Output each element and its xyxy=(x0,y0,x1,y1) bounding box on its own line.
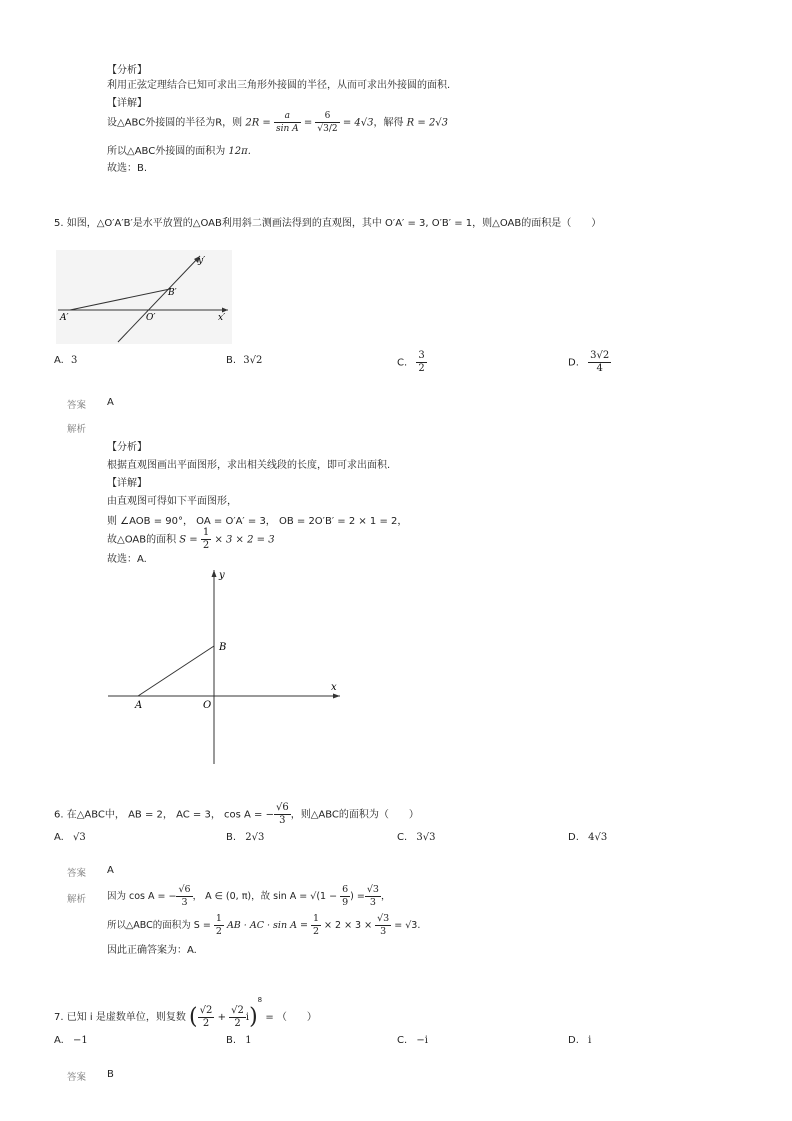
option-letter: A. xyxy=(54,355,64,366)
detail-prefix: 设△ABC外接圆的半径为R，则 xyxy=(107,117,243,129)
fraction xyxy=(416,350,426,375)
option-letter: C. xyxy=(397,832,408,843)
text: 所以△ABC外接圆的面积为 xyxy=(107,146,226,157)
q6-solution-line2 xyxy=(107,913,420,938)
segment-ab xyxy=(138,646,214,696)
q5-detail-line4: 故选：A. xyxy=(107,554,147,565)
denominator: 2 xyxy=(234,1017,241,1029)
fraction xyxy=(229,1005,246,1030)
q7-stem xyxy=(54,996,317,1030)
text: ，解得 xyxy=(373,117,404,129)
q5-detail-line1: 由直观图可得如下平面图形， xyxy=(107,496,237,507)
fraction xyxy=(274,802,291,827)
denominator: 2 xyxy=(215,926,222,937)
label-b: B′ xyxy=(168,288,177,298)
option-letter: D. xyxy=(568,832,579,843)
option-letter: D. xyxy=(568,357,579,369)
q6-option-d[interactable] xyxy=(568,832,607,843)
value: 12π. xyxy=(228,146,251,157)
numerator: √2 xyxy=(231,1004,244,1016)
denominator: 9 xyxy=(342,897,349,908)
q6-option-a[interactable] xyxy=(54,832,86,843)
option-value: i xyxy=(588,1035,592,1046)
formula-result: R = 2√3 xyxy=(406,117,449,129)
paren-close: ) xyxy=(249,1004,258,1030)
q5-analysis-text: 根据直观图画出平面图形，求出相关线段的长度，即可求出面积. xyxy=(107,460,391,471)
q7-option-b[interactable] xyxy=(226,1035,252,1046)
denominator: 3 xyxy=(181,897,188,908)
q7-answer-label: 答案 xyxy=(67,1072,87,1083)
exponent: 8 xyxy=(257,996,263,1004)
q6-analysis-label: 解析 xyxy=(67,894,87,905)
q5-figure-oblique xyxy=(56,250,232,344)
denominator: 2 xyxy=(312,926,319,937)
text: ， A ∈ (0, π)，故 sin A = √(1 − xyxy=(192,891,341,902)
q6-stem xyxy=(54,802,419,827)
plus-sign: + xyxy=(217,1012,226,1023)
denominator: 3 xyxy=(369,897,376,908)
figure-background xyxy=(56,250,232,344)
option-letter: B. xyxy=(226,832,237,843)
formula-part: = 4√3 xyxy=(342,117,374,129)
q6-solution-line3: 因此正确答案为：A. xyxy=(107,945,197,956)
label-a: A′ xyxy=(60,313,69,323)
option-letter: D. xyxy=(568,1035,579,1046)
label-y: y xyxy=(219,570,225,581)
y-arrow xyxy=(212,570,217,577)
label-o: O xyxy=(203,700,212,711)
denominator: 2 xyxy=(418,363,425,374)
q5-analysis-heading: 【分析】 xyxy=(107,442,147,453)
q7-option-d[interactable] xyxy=(568,1035,591,1046)
label-x: x′ xyxy=(218,313,226,323)
option-value: −1 xyxy=(73,1035,88,1046)
q5-detail-line3 xyxy=(107,527,275,552)
numerator: 1 xyxy=(312,913,319,924)
option-value: 4√3 xyxy=(588,832,608,843)
text: ，则△ABC的面积为（ ） xyxy=(290,809,419,821)
numerator: 1 xyxy=(215,913,222,924)
label-y: y′ xyxy=(198,256,206,266)
numerator: √2 xyxy=(199,1004,213,1016)
denominator: 3 xyxy=(380,926,387,937)
formula-part: 2R = xyxy=(245,117,271,129)
q5-answer-label: 答案 xyxy=(67,400,87,411)
formula-part: S = xyxy=(179,534,198,546)
fraction xyxy=(311,913,321,938)
detail-line: 设△ABC外接圆的半径为R，则 2R = $\frac{a}{\text{sin A}}$ = $\frac{6}{√3/2}$ = 4√3，解得 R = 2√3 xyxy=(107,111,449,134)
area-line xyxy=(107,142,251,157)
fraction xyxy=(201,527,211,552)
numerator: 6 xyxy=(315,110,339,123)
fraction xyxy=(176,884,192,909)
q5-answer: A xyxy=(107,397,114,408)
q5-analysis-label: 解析 xyxy=(67,424,87,435)
option-value: 3√2 xyxy=(243,355,263,366)
denominator: 2 xyxy=(202,540,210,551)
denominator: √3/2 xyxy=(317,124,338,134)
imaginary-unit: i xyxy=(245,1012,250,1023)
option-value: 3√3 xyxy=(416,832,436,843)
q5-stem: 5. 如图，△O′A′B′是水平放置的△OAB利用斜二测画法得到的直观图，其中 O′A′ = 3, O′B′ = 1，则△OAB的面积是（ ） xyxy=(54,218,602,229)
numerator: √6 xyxy=(275,802,289,813)
option-letter: A. xyxy=(54,832,64,843)
option-value: √3 xyxy=(73,832,86,843)
fraction xyxy=(588,350,611,375)
x-arrow xyxy=(333,694,340,699)
q7-option-a[interactable] xyxy=(54,1035,88,1046)
numerator: 3√2 xyxy=(590,350,610,361)
option-letter: A. xyxy=(54,1035,64,1046)
numerator: √3 xyxy=(377,913,390,924)
q6-option-c[interactable] xyxy=(397,832,435,843)
fraction xyxy=(365,884,381,909)
q7-option-c[interactable] xyxy=(397,1035,428,1046)
text: ， xyxy=(380,891,391,902)
q6-option-b[interactable] xyxy=(226,832,264,843)
q5-figure-plane xyxy=(104,566,346,768)
q5-detail-line2: 则 ∠AOB = 90°， OA = O′A′ = 3， OB = 2O′B′ = 2 × 1 = 2， xyxy=(107,516,408,527)
numerator: 3 xyxy=(418,350,425,361)
fraction xyxy=(274,110,301,135)
option-letter: B. xyxy=(226,355,237,366)
q5-option-d[interactable] xyxy=(568,350,611,375)
q5-option-a[interactable] xyxy=(54,355,77,366)
option-letter: C. xyxy=(397,1035,408,1046)
numerator: √3 xyxy=(366,884,379,895)
q5-option-c[interactable] xyxy=(397,350,427,375)
q6-solution-line1 xyxy=(107,884,390,909)
text: 6. 在△ABC中， AB = 2， AC = 3， cos A = − xyxy=(54,809,274,821)
text: 7. 已知 i 是虚数单位，则复数 xyxy=(54,1012,186,1023)
choice-line: 故选：B. xyxy=(107,163,148,174)
numerator: √6 xyxy=(178,884,191,895)
denominator: 3 xyxy=(279,815,286,826)
text: 因为 cos A = − xyxy=(107,891,177,902)
label-a: A xyxy=(135,700,143,711)
formula-part: × 3 × 2 = 3 xyxy=(214,534,275,546)
text: ) = xyxy=(350,891,365,902)
analysis-heading: 【分析】 xyxy=(107,65,147,76)
label-b: B xyxy=(219,642,227,653)
paren-open: ( xyxy=(189,1004,198,1030)
text: AB · AC · sin A = xyxy=(226,920,308,931)
denominator: 2 xyxy=(202,1017,210,1029)
option-letter: C. xyxy=(397,357,408,369)
detail-heading: 【详解】 xyxy=(107,98,147,109)
text: = （ ） xyxy=(265,1012,317,1023)
fraction xyxy=(198,1005,215,1030)
denominator: 4 xyxy=(596,363,603,374)
fraction xyxy=(214,913,224,938)
fraction xyxy=(340,884,350,909)
fraction xyxy=(315,110,339,135)
analysis-text: 利用正弦定理结合已知可求出三角形外接圆的半径，从而可求出外接圆的面积. xyxy=(107,80,451,91)
option-value: 1 xyxy=(245,1035,252,1046)
option-value: 3 xyxy=(71,355,78,366)
numerator: 1 xyxy=(202,527,210,538)
denominator: sin A xyxy=(275,124,299,134)
q5-option-b[interactable] xyxy=(226,355,262,366)
label-o: O′ xyxy=(146,313,156,323)
numerator: 6 xyxy=(342,884,349,895)
text: = √3. xyxy=(394,920,421,931)
option-letter: B. xyxy=(226,1035,237,1046)
q7-answer: B xyxy=(107,1069,114,1080)
q5-detail-heading: 【详解】 xyxy=(107,478,147,489)
option-value: −i xyxy=(416,1035,428,1046)
q6-answer-label: 答案 xyxy=(67,868,87,879)
label-x: x xyxy=(331,682,337,693)
text: × 2 × 3 × xyxy=(324,920,373,931)
numerator: a xyxy=(274,110,301,123)
text: 所以△ABC的面积为 S = xyxy=(107,920,211,931)
text: 故△OAB的面积 xyxy=(107,534,177,546)
option-value: 2√3 xyxy=(245,832,265,843)
fraction xyxy=(375,913,391,938)
q6-answer: A xyxy=(107,865,114,876)
